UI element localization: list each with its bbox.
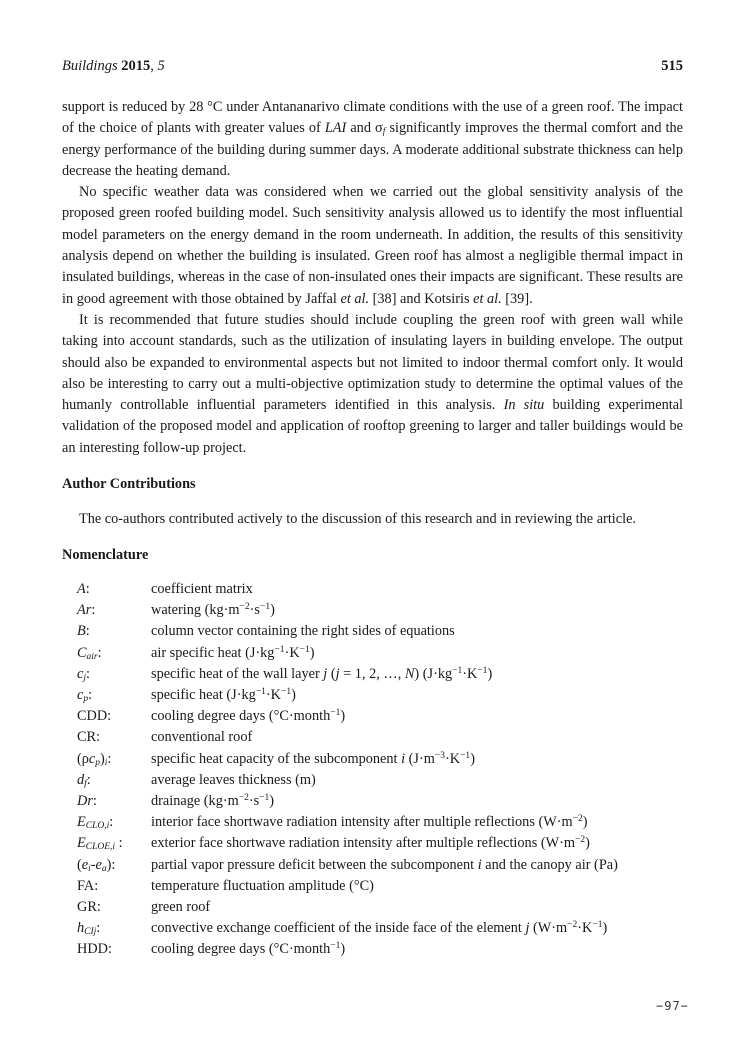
nomenclature-symbol: $C_{air}$: — [77, 644, 102, 662]
nomenclature-definition: average leaves thickness (m) — [151, 771, 316, 788]
nomenclature-symbol: GR: — [77, 898, 101, 915]
author-contributions-heading: Author Contributions — [62, 476, 196, 493]
nomenclature-entry — [77, 833, 683, 854]
nomenclature-definition: interior face shortwave radiation intensity after multiple reflections $(W\cdot m^{-2})$ — [151, 814, 588, 831]
nomenclature-definition: specific heat capacity of the subcomponent i $(J\cdot m^{-3}\cdot K^{-1})$ — [151, 750, 475, 767]
nomenclature-definition: drainage $(kg\cdot m^{-2}\cdot s^{-1})$ — [151, 792, 275, 809]
nomenclature-symbol: $c_j$: — [77, 665, 90, 683]
journal-name: Buildings — [62, 58, 118, 74]
page-footer-number: −97− — [656, 999, 689, 1013]
nomenclature-entry — [77, 812, 683, 833]
nomenclature-definition: partial vapor pressure deficit between the subcomponent i and the canopy air (Pa) — [151, 856, 618, 873]
nomenclature-symbol: $E_{CLOE,i}$ : — [77, 835, 123, 853]
nomenclature-definition: specific heat $(J\cdot kg^{-1}\cdot K^{-1})$ — [151, 686, 296, 703]
nomenclature-symbol: FA: — [77, 877, 99, 894]
nomenclature-definition: conventional roof — [151, 729, 253, 746]
paragraph-3: It is recommended that future studies should include coupling the green roof with green wall while taking into account standards, such as the utilization of insulating layers in building envelope. The output should also be expanded to environmental aspects but not limited to indoor thermal comfort only. It would also be interesting to carry out a multi-objective optimization study to determine the optimal values of the humanly controllable influential parameters identified in this analysis. In situ building experimental validation of the proposed model and application of rooftop greening to larger and taller buildings would be an interesting follow-up project. — [62, 311, 684, 456]
nomenclature-definition: exterior face shortwave radiation intensity after multiple reflections $(W\cdot m^{-2})$ — [151, 835, 590, 852]
nomenclature-symbol: B: — [77, 623, 90, 640]
nomenclature-symbol: $h_{CIj}$: — [77, 920, 101, 938]
nomenclature-symbol: A: — [77, 580, 90, 597]
nomenclature-symbol: $E_{CLO,i}$: — [77, 814, 114, 832]
nomenclature-list — [62, 579, 683, 961]
nomenclature-definition: cooling degree days (°C·month$^{-1}$) — [151, 941, 346, 958]
nomenclature-entry — [77, 621, 683, 642]
nomenclature-entry — [77, 770, 683, 791]
nomenclature-entry — [77, 706, 683, 727]
nomenclature-symbol: $(e_i-e_a)$: — [77, 856, 116, 874]
journal-year: 2015 — [121, 58, 151, 74]
page-number: 515 — [661, 58, 683, 74]
journal-volume: 5 — [157, 58, 165, 74]
nomenclature-definition: specific heat of the wall layer j (j = 1, 2, …, N) $(J\cdot kg^{-1}\cdot K^{-1})$ — [151, 665, 493, 682]
nomenclature-entry — [77, 685, 683, 706]
nomenclature-definition: air specific heat $(J\cdot kg^{-1}\cdot K^{-1})$ — [151, 644, 315, 661]
nomenclature-symbol: CR: — [77, 729, 101, 746]
nomenclature-definition: cooling degree days (°C·month$^{-1}$) — [151, 708, 346, 725]
nomenclature-entry — [77, 749, 683, 770]
nomenclature-heading: Nomenclature — [62, 546, 149, 563]
nomenclature-symbol: CDD: — [77, 708, 112, 725]
paragraph-2: No specific weather data was considered when we carried out the global sensitivity analysis of the proposed green roofed building model. Such sensitivity analysis allowed us to identify the most influential model parameters on the energy demand in the room underneath. In addition, the results of this sensitivity analysis depend on whether the building is insulated. Green roof has almost a negligible thermal impact in insulated buildings, whereas in the case of non-insulated ones their impacts are significant. These results are in good agreement with those obtained by Jaffal et al. [38] and Kotsiris et al. [39]. — [62, 184, 683, 307]
author-contributions-text: The co-authors contributed actively to the discussion of this research and in reviewing the article. — [79, 511, 636, 528]
nomenclature-definition: column vector containing the right sides of equations — [151, 623, 455, 640]
nomenclature-entry — [77, 664, 683, 685]
page-body — [62, 97, 683, 961]
journal-citation: Buildings 2015, 5 — [62, 58, 165, 74]
nomenclature-definition: convective exchange coefficient of the inside face of the element j $(W\cdot m^{-2}\cdot K^{-1})$ — [151, 920, 608, 937]
nomenclature-definition: green roof — [151, 898, 211, 915]
nomenclature-entry — [77, 939, 683, 960]
nomenclature-symbol: Dr: — [77, 792, 97, 809]
nomenclature-symbol: $(\rho c_p)_i$: — [77, 750, 112, 768]
nomenclature-symbol: $d_f$: — [77, 771, 91, 789]
nomenclature-entry — [77, 876, 683, 897]
nomenclature-definition: temperature fluctuation amplitude (°C) — [151, 877, 374, 894]
paragraph-1: support is reduced by 28 °C under Antananarivo climate conditions with the use of a green roof. The impact of the choice of plants with greater values of LAI and $\sigma_f$ significantly improves the thermal comfort and the energy performance of the building during summer days. A moderate additional substrate thickness can help decrease the heating demand. — [62, 99, 684, 179]
nomenclature-symbol: Ar: — [77, 602, 96, 619]
nomenclature-entry — [77, 579, 683, 600]
nomenclature-entry — [77, 600, 683, 621]
nomenclature-entry — [77, 918, 683, 939]
nomenclature-definition: coefficient matrix — [151, 580, 253, 597]
nomenclature-definition: watering $(kg\cdot m^{-2}\cdot s^{-1})$ — [151, 602, 275, 619]
nomenclature-entry — [77, 855, 683, 876]
nomenclature-entry — [77, 897, 683, 918]
nomenclature-entry — [77, 643, 683, 664]
nomenclature-symbol: $c_p$: — [77, 686, 93, 704]
nomenclature-symbol: HDD: — [77, 941, 112, 958]
nomenclature-entry — [77, 791, 683, 812]
running-header — [62, 57, 683, 75]
nomenclature-entry — [77, 727, 683, 748]
